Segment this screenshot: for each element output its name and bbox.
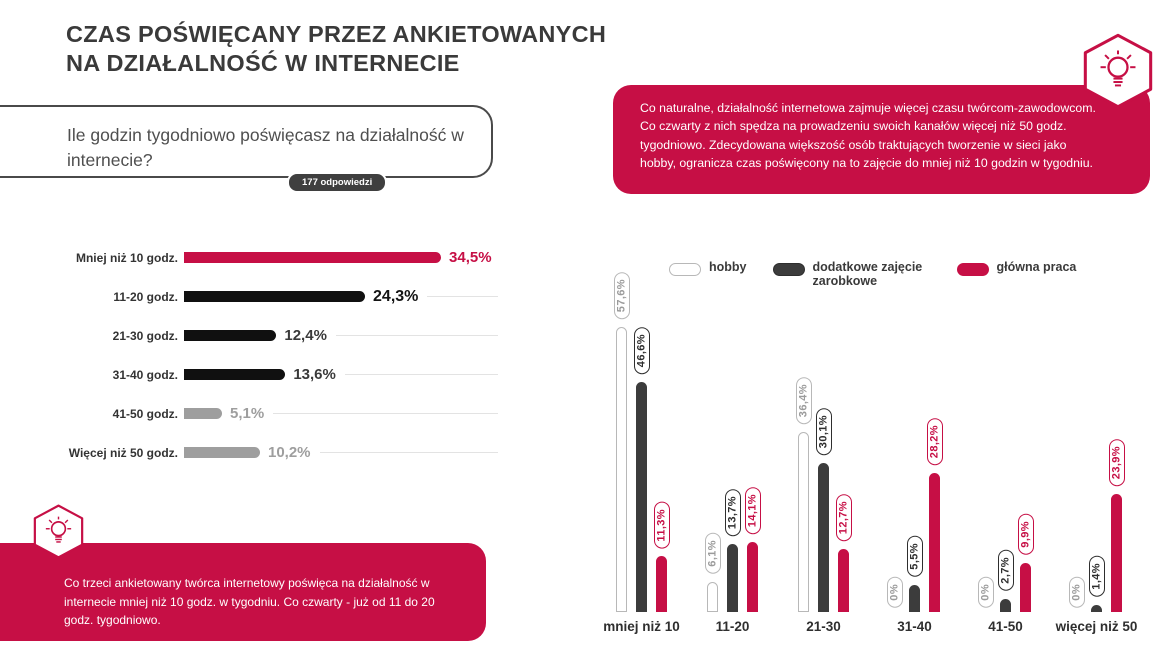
page-title — [66, 20, 606, 78]
bar-column — [814, 408, 833, 612]
group-bars — [963, 256, 1048, 612]
bar — [184, 291, 365, 302]
value-label: 34,5% — [449, 249, 492, 266]
responses-count-badge: 177 odpowiedzi — [287, 172, 387, 193]
insight-box-hobby-text: Co trzeci ankietowany twórca internetowy poświęca na działalność w internecie mniej niż 10 godz. w tygodniu. Co czwarty - już od 11 do 20 godz. tygodniowo. — [64, 576, 435, 628]
value-pill: 0% — [978, 577, 994, 608]
value-pill: 1,4% — [1089, 556, 1105, 597]
bar-row — [66, 277, 498, 316]
bar-column — [612, 272, 631, 612]
bar — [636, 382, 647, 612]
page-title-line1: CZAS POŚWIĘCANY PRZEZ ANKIETOWANYCH — [66, 21, 607, 47]
group-bars — [781, 256, 866, 612]
group-label: mniej niż 10 — [603, 619, 680, 634]
category-label: 31-40 godz. — [112, 367, 178, 382]
group-label: 41-50 — [988, 619, 1023, 634]
value-pill: 9,9% — [1018, 514, 1034, 555]
value-pill: 6,1% — [705, 533, 721, 574]
value-pill: 30,1% — [816, 408, 832, 455]
bar-column — [1107, 439, 1126, 612]
value-pill: 46,6% — [634, 327, 650, 374]
value-pill: 0% — [1069, 577, 1085, 608]
value-pill: 57,6% — [614, 272, 630, 319]
bar-row — [66, 355, 498, 394]
group-label: więcej niż 50 — [1055, 619, 1138, 634]
value-pill: 11,3% — [654, 502, 670, 549]
bar — [184, 369, 285, 380]
category-label: 41-50 godz. — [112, 406, 178, 421]
bar — [656, 556, 667, 612]
insight-box-professional — [613, 85, 1150, 194]
category-label: 21-30 godz. — [112, 328, 178, 343]
bar — [727, 544, 738, 612]
bar-row — [66, 238, 498, 277]
hours-bar-chart — [66, 238, 498, 472]
bar-column — [652, 502, 671, 612]
group-label: 21-30 — [806, 619, 841, 634]
category-label: Mniej niż 10 godz. — [75, 250, 178, 265]
value-pill: 12,7% — [836, 494, 852, 541]
group-bars — [872, 256, 957, 612]
bar-column — [743, 487, 762, 612]
question-card — [0, 105, 493, 188]
bar-group — [599, 256, 684, 636]
bar-group — [690, 256, 775, 636]
bar — [747, 542, 758, 612]
hexagon-badge-top — [1080, 29, 1156, 113]
bar-column — [703, 533, 722, 612]
hours-by-type-grouped-chart — [599, 256, 1144, 636]
question-text: Ile godzin tygodniowo poświęcasz na działalność w internecie? — [67, 125, 464, 171]
legend-label-dodatkowe: dodatkowe zajęcie zarobkowe — [812, 260, 923, 289]
bar-row — [66, 316, 498, 355]
track-line — [336, 335, 498, 336]
bar-column — [976, 577, 995, 612]
group-bars — [690, 256, 775, 612]
group-bars — [1054, 256, 1139, 612]
bar — [616, 327, 627, 612]
category-label: 11-20 godz. — [113, 289, 178, 304]
value-pill: 5,5% — [907, 536, 923, 577]
bar — [818, 463, 829, 612]
track-line — [427, 296, 498, 297]
value-pill: 14,1% — [745, 487, 761, 534]
value-pill: 23,9% — [1109, 439, 1125, 486]
bar-column — [632, 327, 651, 612]
value-label: 12,4% — [284, 327, 327, 344]
bar-column — [834, 494, 853, 612]
bar — [707, 582, 718, 612]
bar-column — [1067, 577, 1086, 612]
bar — [184, 447, 260, 458]
value-pill: 2,7% — [998, 550, 1014, 591]
bar — [184, 252, 441, 263]
category-label: Więcej niż 50 godz. — [68, 445, 178, 460]
bar-column — [1016, 514, 1035, 612]
bar-row — [66, 433, 498, 472]
bar-group — [872, 256, 957, 636]
value-label: 5,1% — [229, 405, 265, 422]
bar — [909, 585, 920, 612]
value-pill: 36,4% — [796, 377, 812, 424]
insight-box-professional-text: Co naturalne, działalność internetowa zajmuje więcej czasu twórcom-zawodowcom. Co czwarty z nich spędza na prowadzeniu swoich kanałów więcej niż 50 godz. tygodniowo. Zdecydowana większość osób traktujących tworzenie w sieci jako hobby, ogranicza czas poświęcony na to zajęcie do mniej niż 10 godzin w tygodniu. — [640, 101, 1096, 171]
value-pill: 13,7% — [725, 489, 741, 536]
legend-label-glowna: główna praca — [996, 260, 1077, 274]
bar-column — [925, 418, 944, 613]
group-label: 11-20 — [715, 619, 750, 634]
bar — [838, 549, 849, 612]
bar-group — [963, 256, 1048, 636]
group-bars — [599, 256, 684, 612]
bar — [798, 432, 809, 612]
value-label: 13,6% — [293, 366, 336, 383]
group-label: 31-40 — [897, 619, 932, 634]
bar-column — [885, 577, 904, 612]
grouped-bars-area — [599, 256, 1139, 634]
track-line — [345, 374, 498, 375]
legend-label-hobby: hobby — [709, 260, 747, 274]
lightbulb-icon — [31, 501, 86, 562]
bar — [1000, 599, 1011, 612]
track-line — [273, 413, 498, 414]
bar — [1091, 605, 1102, 612]
hexagon-badge-bottom — [31, 501, 86, 562]
bar — [929, 473, 940, 612]
bar — [1020, 563, 1031, 612]
value-pill: 0% — [887, 577, 903, 608]
bar-column — [996, 550, 1015, 612]
bar-column — [1087, 556, 1106, 612]
value-label: 10,2% — [267, 444, 311, 461]
bar-column — [905, 536, 924, 612]
bar — [184, 408, 222, 419]
bar-column — [794, 377, 813, 612]
bar-row — [66, 394, 498, 433]
bar — [1111, 494, 1122, 612]
bar-group — [1054, 256, 1139, 636]
value-pill: 28,2% — [927, 418, 943, 465]
bar-column — [723, 489, 742, 612]
bar-group — [781, 256, 866, 636]
bar — [184, 330, 276, 341]
track-line — [320, 452, 498, 453]
value-label: 24,3% — [373, 287, 419, 305]
page-title-line2: NA DZIAŁALNOŚĆ W INTERNECIE — [66, 50, 460, 77]
lightbulb-icon — [1080, 29, 1156, 113]
